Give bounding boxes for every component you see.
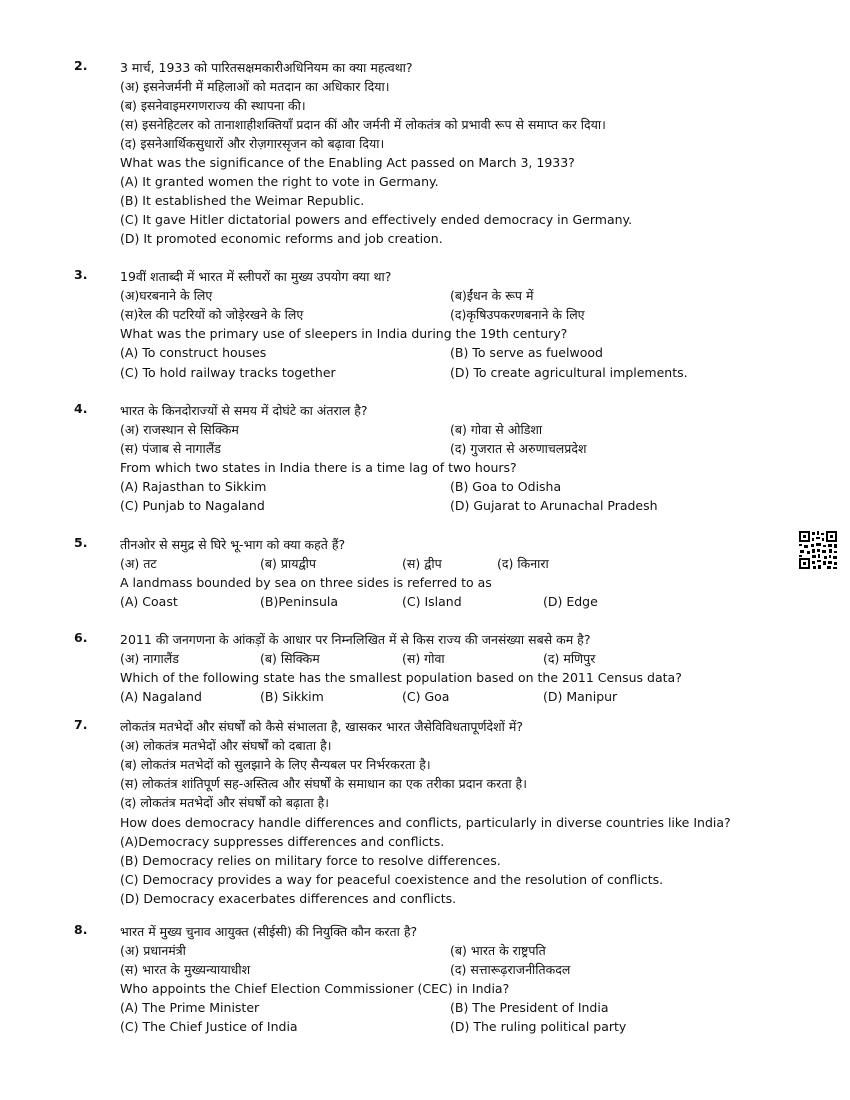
question-text-hindi: भारत के किनदोराज्यों से समय में दोघंटे का अंतराल है? [120, 403, 368, 418]
question-text-hindi: 2011 की जनगणना के आंकड़ों के आधार पर निम्नलिखित में से किस राज्य की जनसंख्या सबसे कम है? [120, 632, 591, 647]
option-hindi: (स) भारत के मुख्यन्यायाधीश [120, 962, 251, 977]
option-english: (B) Democracy relies on military force to resolve differences. [120, 853, 501, 868]
option-english: (D) Democracy exacerbates differences and conflicts. [120, 891, 457, 906]
option-hindi: (ब) भारत के राष्ट्रपति [450, 943, 546, 958]
option-english: (D) Edge [543, 594, 598, 609]
option-english: (C) Democracy provides a way for peaceful coexistence and the resolution of conflicts. [120, 872, 664, 887]
option-english: (B) The President of India [450, 1000, 609, 1015]
option-english: (D) To create agricultural implements. [450, 365, 688, 380]
option-english: (B) Sikkim [260, 689, 324, 704]
option-hindi: (ब) गोवा से ओडिशा [450, 422, 543, 437]
question-text-hindi: 3 मार्च, 1933 को पारितसक्षमकारीअधिनियम का क्या महत्वथा? [120, 60, 413, 75]
question-number: 8. [74, 922, 88, 937]
option-hindi: (अ) इसनेजर्मनी में महिलाओं को मतदान का अधिकार दिया। [120, 79, 390, 94]
option-hindi: (अ) लोकतंत्र मतभेदों और संघर्षों को दबाता है। [120, 738, 332, 753]
option-english: (D) Manipur [543, 689, 618, 704]
option-english: (B) It established the Weimar Republic. [120, 193, 365, 208]
option-english: (B)Peninsula [260, 594, 338, 609]
option-hindi: (द) सत्तारूढ़राजनीतिकदल [450, 962, 571, 977]
option-english: (C) It gave Hitler dictatorial powers and effectively ended democracy in Germany. [120, 212, 633, 227]
option-hindi: (अ) नागालैंड [120, 651, 179, 666]
option-hindi: (द) गुजरात से अरुणाचलप्रदेश [450, 441, 587, 456]
question-text-hindi: लोकतंत्र मतभेदों और संघर्षों को कैसे संभालता है, खासकर भारत जैसेविविधतापूर्णदेशों में? [120, 719, 523, 734]
option-hindi: (ब) लोकतंत्र मतभेदों को सुलझाने के लिए सैन्यबल पर निर्भरकरता है। [120, 757, 431, 772]
option-english: (C) Goa [402, 689, 450, 704]
option-hindi: (स) द्वीप [402, 556, 442, 571]
option-hindi: (द) इसनेआर्थिकसुधारों और रोज़गारसृजन को बढ़ावा दिया। [120, 136, 385, 151]
option-hindi: (द) किनारा [497, 556, 549, 571]
option-hindi: (स) इसनेहिटलर को तानाशाहीशक्तियाँ प्रदान कीं और जर्मनी में लोकतंत्र को प्रभावी रूप से समाप्त कर दिया। [120, 117, 606, 132]
option-hindi: (अ) प्रधानमंत्री [120, 943, 186, 958]
option-hindi: (ब) प्रायद्वीप [260, 556, 316, 571]
option-hindi: (स) गोवा [402, 651, 445, 666]
option-hindi: (अ)घरबनाने के लिए [120, 288, 213, 303]
option-english: (D) Gujarat to Arunachal Pradesh [450, 498, 658, 513]
question-text-hindi: 19वीं शताब्दी में भारत में स्लीपरों का मुख्य उपयोग क्या था? [120, 269, 392, 284]
option-english: (C) Punjab to Nagaland [120, 498, 265, 513]
option-hindi: (अ) राजस्थान से सिक्किम [120, 422, 239, 437]
option-english: (A) Coast [120, 594, 178, 609]
option-hindi: (ब) इसनेवाइमरगणराज्य की स्थापना की। [120, 98, 306, 113]
option-hindi: (ब)ईंधन के रूप में [450, 288, 534, 303]
option-hindi: (स) पंजाब से नागालैंड [120, 441, 221, 456]
option-english: (B) To serve as fuelwood [450, 345, 603, 360]
option-hindi: (द) लोकतंत्र मतभेदों और संघर्षों को बढ़ाता है। [120, 795, 329, 810]
option-hindi: (अ) तट [120, 556, 157, 571]
question-text-english: Who appoints the Chief Election Commissioner (CEC) in India? [120, 981, 510, 996]
option-english: (C) To hold railway tracks together [120, 365, 336, 380]
qr-code-icon [798, 530, 838, 570]
option-hindi: (द) मणिपुर [543, 651, 596, 666]
question-text-english: Which of the following state has the smallest population based on the 2011 Census data? [120, 670, 682, 685]
question-number: 2. [74, 58, 88, 73]
question-text-english: What was the primary use of sleepers in India during the 19th century? [120, 326, 568, 341]
question-number: 6. [74, 630, 88, 645]
question-text-english: From which two states in India there is a time lag of two hours? [120, 460, 517, 475]
question-text-hindi: भारत में मुख्य चुनाव आयुक्त (सीईसी) की नियुक्ति कौन करता है? [120, 924, 418, 939]
option-english: (D) It promoted economic reforms and job creation. [120, 231, 443, 246]
option-english: (C) Island [402, 594, 462, 609]
question-text-english: A landmass bounded by sea on three sides is referred to as [120, 575, 492, 590]
option-hindi: (द)कृषिउपकरणबनाने के लिए [450, 307, 585, 322]
option-hindi: (स)रेल की पटरियों को जोड़ेरखने के लिए [120, 307, 304, 322]
option-hindi: (स) लोकतंत्र शांतिपूर्ण सह-अस्तित्व और संघर्षों के समाधान का एक तरीका प्रदान करता है। [120, 776, 527, 791]
option-english: (A) It granted women the right to vote in Germany. [120, 174, 439, 189]
question-number: 4. [74, 401, 88, 416]
question-number: 3. [74, 267, 88, 282]
option-english: (A) To construct houses [120, 345, 267, 360]
option-english: (A) The Prime Minister [120, 1000, 260, 1015]
option-english: (B) Goa to Odisha [450, 479, 562, 494]
option-english: (A) Nagaland [120, 689, 202, 704]
option-english: (C) The Chief Justice of India [120, 1019, 298, 1034]
question-text-english: What was the significance of the Enabling Act passed on March 3, 1933? [120, 155, 575, 170]
option-hindi: (ब) सिक्किम [260, 651, 320, 666]
question-number: 7. [74, 717, 88, 732]
option-english: (A)Democracy suppresses differences and conflicts. [120, 834, 445, 849]
question-text-english: How does democracy handle differences and conflicts, particularly in diverse countries like India? [120, 815, 731, 830]
option-english: (D) The ruling political party [450, 1019, 627, 1034]
option-english: (A) Rajasthan to Sikkim [120, 479, 267, 494]
question-number: 5. [74, 535, 88, 550]
question-text-hindi: तीनओर से समुद्र से घिरे भू-भाग को क्या कहते हैं? [120, 537, 346, 552]
